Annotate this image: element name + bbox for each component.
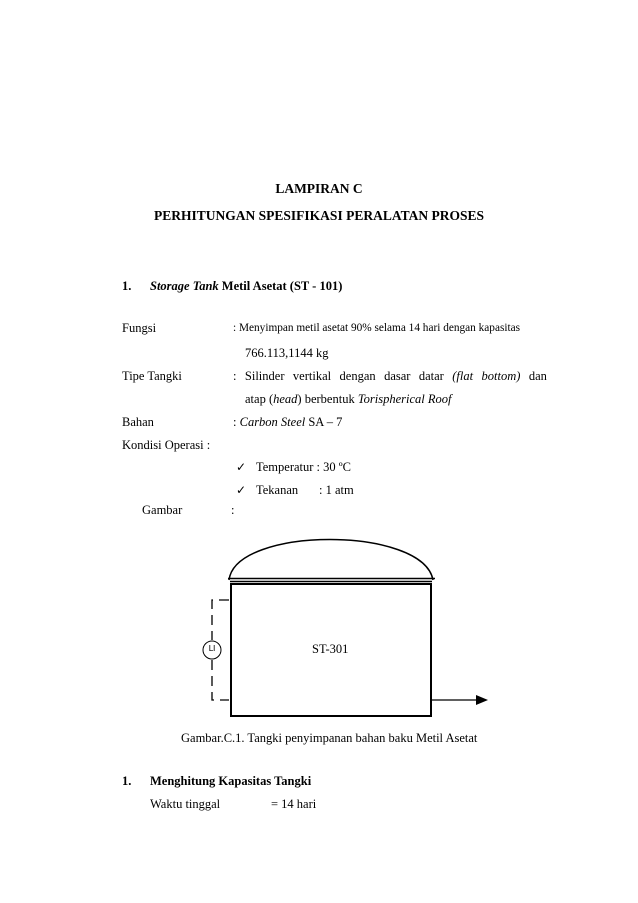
level-indicator-label: LI [208, 644, 216, 653]
tank-label: ST-301 [312, 642, 349, 656]
tipe-word: dasar [384, 369, 411, 383]
torispherical-roof [229, 540, 433, 581]
tipe-word: : [233, 369, 237, 383]
tipe-word: dengan [339, 369, 376, 383]
gambar-label: Gambar [142, 503, 183, 517]
bahan-italic: Carbon Steel [239, 415, 306, 429]
waktu-tinggal-label: Waktu tinggal [150, 797, 221, 811]
tipe-word: datar [418, 369, 444, 383]
tipe-word: bottom) [481, 369, 521, 383]
tipe-text: atap ( [245, 392, 274, 406]
gambar-colon: : [231, 503, 235, 517]
fungsi-label: Fungsi [122, 321, 157, 335]
section-title: Menghitung Kapasitas Tangki [150, 774, 312, 788]
fungsi-value-line2: 766.113,1144 kg [245, 346, 329, 360]
tipe-word: (flat [452, 369, 474, 383]
tipe-text: ) berbentuk [297, 392, 358, 406]
tipe-roof-italic: Torispherical Roof [357, 392, 452, 406]
temperatur-item: Temperatur : 30 ºC [256, 460, 351, 474]
section-title-rest: Metil Asetat (ST - 101) [218, 279, 343, 293]
waktu-tinggal-value: = 14 hari [271, 797, 317, 811]
tipe-label: Tipe Tangki [122, 369, 182, 383]
level-line-top [212, 600, 229, 640]
section-title-italic: Storage Tank [150, 279, 219, 293]
kondisi-label: Kondisi Operasi : [122, 438, 211, 452]
bahan-text: SA – 7 [305, 415, 343, 429]
tipe-word: dan [528, 369, 547, 383]
section-number: 1. [122, 774, 132, 788]
tipe-word: vertikal [292, 369, 332, 383]
level-line-bottom [212, 660, 229, 700]
bahan-text: : [233, 415, 240, 429]
bahan-label: Bahan [122, 415, 154, 429]
tekanan-label: Tekanan [256, 483, 299, 497]
tipe-word: Silinder [244, 369, 285, 383]
appendix-title: LAMPIRAN C [275, 181, 363, 196]
checkmark-icon: ✓ [236, 483, 247, 497]
appendix-subtitle: PERHITUNGAN SPESIFIKASI PERALATAN PROSES [154, 208, 484, 223]
outlet-arrow-icon [476, 695, 488, 705]
tekanan-value: : 1 atm [319, 483, 354, 497]
checkmark-icon: ✓ [236, 460, 247, 474]
tipe-head-italic: head [273, 392, 298, 406]
figure-caption: Gambar.C.1. Tangki penyimpanan bahan baku Metil Asetat [181, 731, 478, 745]
fungsi-value-line1: : Menyimpan metil asetat 90% selama 14 hari dengan kapasitas [233, 322, 521, 334]
section-number: 1. [122, 279, 132, 293]
